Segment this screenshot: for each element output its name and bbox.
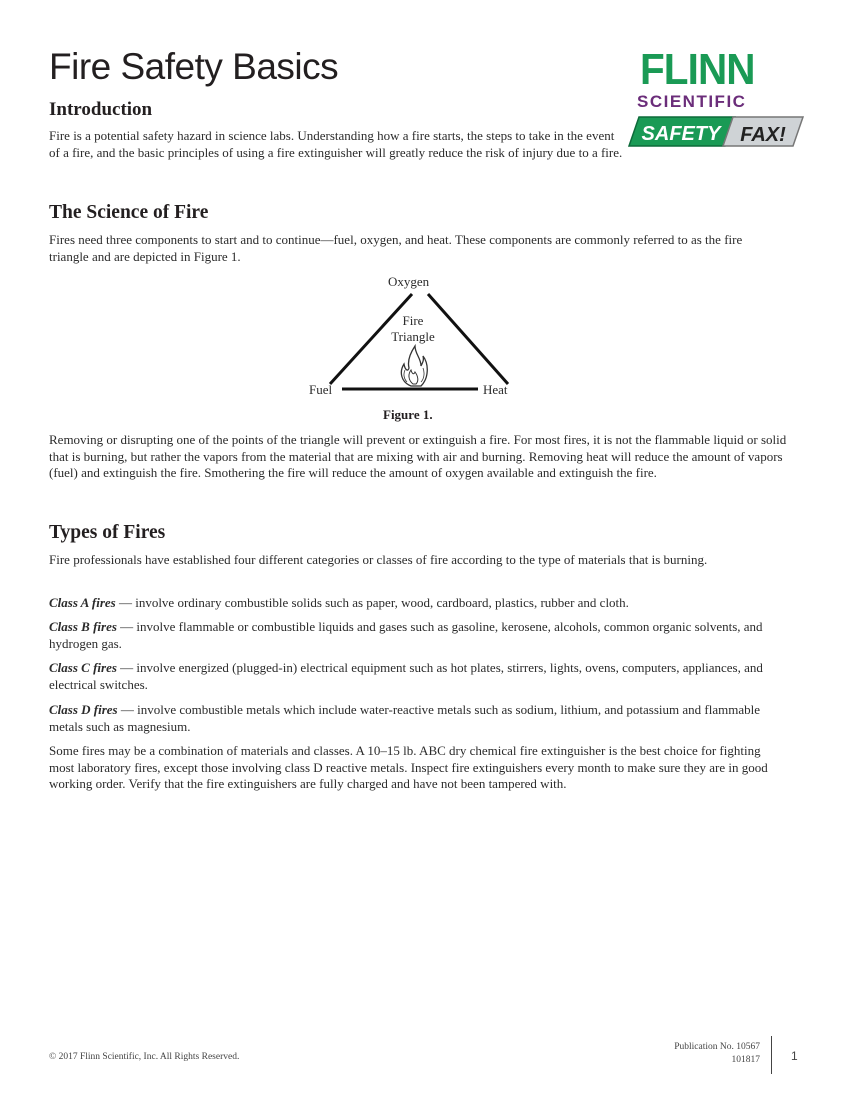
page-number: 1 <box>791 1049 798 1063</box>
class-c-desc: — involve energized (plugged-in) electrical equipment such as hot plates, stirrers, lights, ovens, computers, appliances, and electrical switches. <box>49 660 763 692</box>
triangle-right-side <box>428 294 508 384</box>
class-b-desc: — involve flammable or combustible liquids and gases such as gasoline, kerosene, alcohols, common organic solvents, and hydrogen gas. <box>49 619 763 651</box>
flame-icon <box>401 346 427 386</box>
science-paragraph: Fires need three components to start and to continue—fuel, oxygen, and heat. These components are commonly referred to as the fire triangle and are depicted in Figure 1. <box>49 232 743 264</box>
logo-badge-right: FAX! <box>740 124 786 146</box>
class-c-label: Class C fires <box>49 660 117 675</box>
class-b-label: Class B fires <box>49 619 117 634</box>
triangle-center-line1: Fire <box>402 313 424 328</box>
triangle-label-fuel: Fuel <box>309 382 333 397</box>
footer-copyright: © 2017 Flinn Scientific, Inc. All Rights Reserved. <box>49 1052 240 1062</box>
footer-pub-code: 101817 <box>731 1055 760 1065</box>
triangle-label-heat: Heat <box>483 382 508 397</box>
safety-fax-badge <box>625 114 805 150</box>
class-a-paragraph <box>49 595 789 612</box>
flinn-logo <box>625 45 805 152</box>
logo-brand-text: FLINN <box>640 45 755 94</box>
class-d-desc: — involve combustible metals which include water-reactive metals such as sodium, lithium, and potassium and flammable metals such as magnesium. <box>49 702 760 734</box>
footer-pub-number: Publication No. 10567 <box>674 1042 760 1052</box>
logo-sub-text: SCIENTIFIC <box>637 92 747 111</box>
closing-paragraph: Some fires may be a combination of materials and classes. A 10–15 lb. ABC dry chemical fire extinguisher is the best choice for fighting most laboratory fires, except those involving class D reactive metals. Inspect fire extinguishers every month to make sure they are in good working order. Verify that the fire extinguishers are fully charged and have not been tampered with. <box>49 743 768 791</box>
class-d-label: Class D fires <box>49 702 118 717</box>
page-title: Fire Safety Basics <box>49 46 339 87</box>
triangle-center-line2: Triangle <box>391 329 435 344</box>
figure-caption: Figure 1. <box>383 407 433 422</box>
triangle-center-label <box>388 313 438 345</box>
intro-heading: Introduction <box>49 99 153 120</box>
class-a-label: Class A fires <box>49 595 116 610</box>
science-heading: The Science of Fire <box>49 202 209 223</box>
triangle-label-oxygen: Oxygen <box>388 274 430 289</box>
class-a-desc: — involve ordinary combustible solids such as paper, wood, cardboard, plastics, rubber and cloth. <box>115 595 629 610</box>
footer-publication <box>640 1041 760 1067</box>
intro-paragraph: Fire is a potential safety hazard in science labs. Understanding how a fire starts, the steps to take in the event of a fire, and the basic principles of using a fire extinguisher will greatly reduce the risk of injury due to a fire. <box>49 128 623 160</box>
types-paragraph: Fire professionals have established four different categories or classes of fire according to the type of materials that is burning. <box>49 552 708 567</box>
footer-divider <box>771 1036 772 1074</box>
logo-badge-left: SAFETY <box>641 123 721 145</box>
class-c-paragraph <box>49 660 779 693</box>
science-after-paragraph: Removing or disrupting one of the points of the triangle will prevent or extinguish a fire. For most fires, it is not the flammable liquid or solid that is burning, but rather the vapors from the material that are mixing with air and burning. Removing heat will reduce the amount of vapors (fuel) and extinguish the fire. Smothering the fire will reduce the amount of oxygen available and extinguish the fire. <box>49 432 787 480</box>
class-d-paragraph <box>49 702 789 735</box>
types-heading: Types of Fires <box>49 522 166 543</box>
class-b-paragraph <box>49 619 779 652</box>
